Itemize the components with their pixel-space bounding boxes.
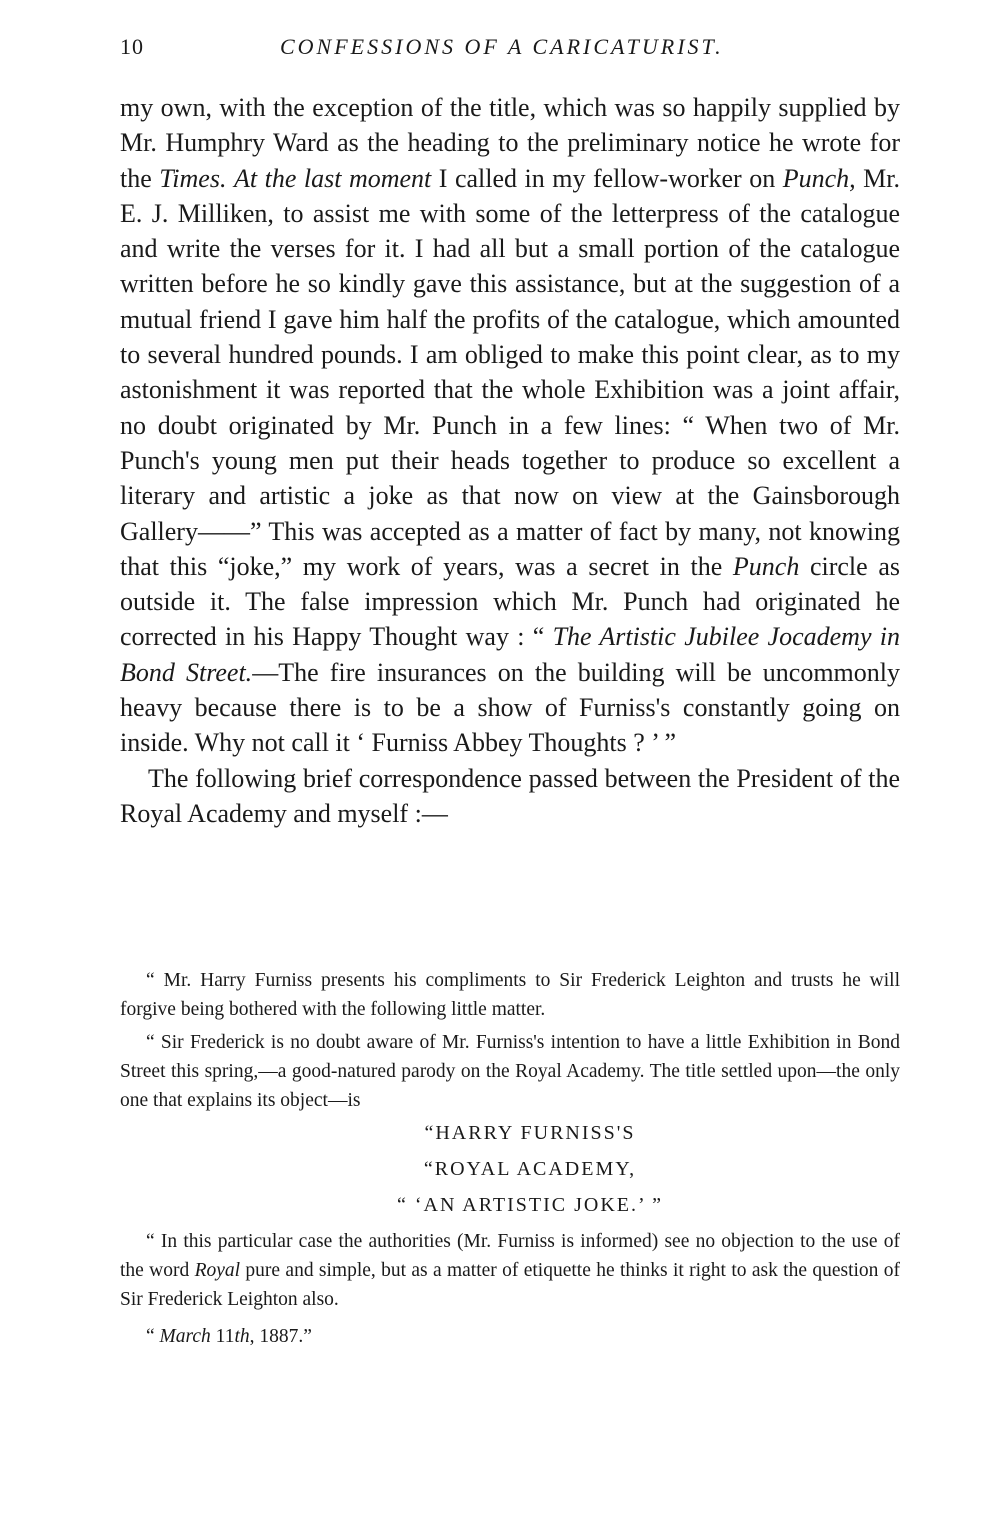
italic-times: Times.: [159, 163, 227, 193]
quoted-letter: [120, 966, 900, 1351]
text-run: my own, with the exception of the title, which was so happily supplied by Mr. Humphry Ward as the heading to the preliminary notice he wrote for the: [120, 93, 900, 193]
italic-punch: Punch: [732, 551, 800, 581]
paragraph-1: [120, 90, 900, 761]
text-run: —The fire insurances on the building will be uncommonly heavy because there is to be a show of Furniss's constantly going on inside. Why not call it ‘ Furniss Abbey Thoughts ? ’ ”: [120, 657, 901, 758]
main-text: [120, 90, 900, 831]
page-header: [120, 34, 900, 64]
date-suffix: th: [234, 1326, 250, 1347]
text-run: Mr. E. J. Milliken, to assist me with some of the letterpress of the catalogue and write the verses for it. I had all but a small portion of the catalogue written before he so kindly gave this assistance, but at the suggestion of a mutual friend I gave him half the profits of the catalogue, which amounted to several hundred pounds. I am obliged to make this point clear, as to my astonishment it was reported that the whole Exhibition was a joint affair, no doubt originated by Mr. Punch in a few lines: “ When two of Mr. Punch's young men put their heads together to produce so excellent a literary and artistic a joke as that now on view at the Gainsborough Gallery——” This was accepted as a matter of fact by many, not knowing that this “joke,” my work of years, was a secret in the: [120, 163, 900, 581]
exhibition-title: [120, 1115, 900, 1223]
text-run: pure and simple, but as a matter of etiquette he thinks it right to ask the question of Sir Frederick Leighton also.: [120, 1260, 900, 1310]
page-number: 10: [120, 34, 144, 59]
text-run: circle as outside it. The false impression which Mr. Punch had originated he corrected in his Happy Thought way : “: [120, 551, 901, 652]
text-run: “ In this particular case the authorities (Mr. Furniss is informed) see no objection to the use of the word: [120, 1231, 900, 1281]
date-month: March: [159, 1326, 211, 1347]
title-line: “HARRY FURNISS'S: [424, 1122, 636, 1144]
italic-punch: Punch,: [782, 163, 856, 193]
letter-paragraph-1: “ Mr. Harry Furniss presents his compliments to Sir Frederick Leighton and trusts he will forgive being bothered with the following little matter.: [120, 970, 900, 1020]
title-line: “ROYAL ACADEMY,: [423, 1158, 637, 1180]
paragraph-2: The following brief correspondence passed between the President of the Royal Academy and myself :—: [120, 763, 900, 828]
title-line: “ ‘AN ARTISTIC JOKE.’ ”: [396, 1194, 664, 1216]
text-run: [226, 164, 234, 193]
letter-paragraph-3: [120, 1227, 900, 1314]
italic-jocademy: The Artistic Jubilee Jocademy in Bond Street.: [120, 622, 900, 687]
italic-royal: Royal: [194, 1260, 241, 1281]
letter-date: [120, 1322, 900, 1351]
running-title: CONFESSIONS OF A CARICATURIST.: [280, 34, 724, 59]
text-run: “: [146, 1326, 160, 1347]
date-year: , 1887.”: [249, 1326, 312, 1347]
letter-paragraph-2: “ Sir Frederick is no doubt aware of Mr. Furniss's intention to have a little Exhibition in Bond Street this spring,—a good-natured parody on the Royal Academy. The title settled upon—the only one that explains its object—is: [120, 1032, 900, 1111]
text-run: I called in my fellow-worker on: [431, 163, 783, 193]
italic-last-moment: At the last moment: [233, 163, 432, 193]
date-day: 11: [210, 1326, 235, 1347]
